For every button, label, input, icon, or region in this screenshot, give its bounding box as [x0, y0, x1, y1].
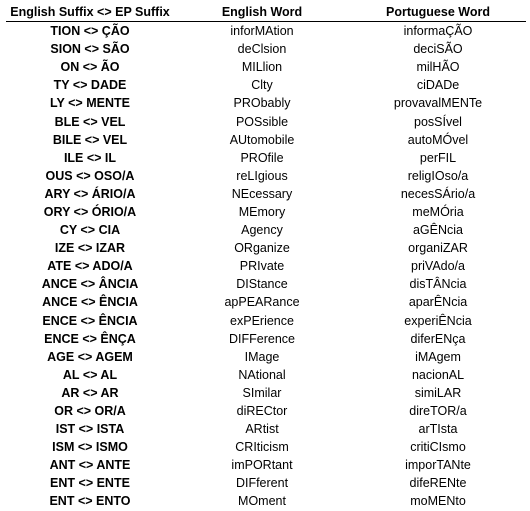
table-row	[6, 40, 526, 58]
english-word-cell: ARtist	[245, 422, 279, 437]
suffix-pair-cell: ATE <> ADO/A	[47, 259, 133, 274]
english-word-cell: POSsible	[235, 114, 289, 129]
suffix-pair-cell: ARY <> ÁRIO/A	[44, 186, 136, 201]
suffix-pair-cell: IST <> ISTA	[55, 422, 125, 437]
table-row	[6, 58, 526, 76]
suffix-pair-cell: TION <> ÇÃO	[50, 24, 130, 39]
portuguese-word-cell: organiZAR	[408, 241, 468, 256]
portuguese-word-cell: autoMÓvel	[407, 132, 469, 147]
suffix-pair-cell: BLE <> VEL	[54, 114, 126, 129]
english-word-cell: apPEARance	[224, 295, 300, 310]
portuguese-word-cell: moMENto	[410, 494, 466, 509]
suffix-pair-cell: ENT <> ENTO	[49, 494, 131, 509]
header-row	[6, 2, 526, 22]
portuguese-word-cell: ciDADe	[416, 78, 460, 93]
english-word-cell: ORganize	[234, 241, 290, 256]
table-row	[6, 330, 526, 348]
table-row	[6, 167, 526, 185]
table-row	[6, 474, 526, 492]
suffix-pair-cell: AL <> AL	[62, 367, 118, 382]
table-row	[6, 275, 526, 293]
english-word-cell: Agency	[241, 223, 283, 238]
portuguese-word-cell: simiLAR	[414, 385, 462, 400]
portuguese-word-cell: religIOso/a	[407, 168, 469, 183]
suffix-table	[6, 2, 526, 511]
portuguese-word-cell: critiCIsmo	[410, 440, 466, 455]
english-word-cell: AUtomobile	[229, 132, 295, 147]
table-row	[6, 94, 526, 112]
english-word-cell: reLIgious	[236, 168, 288, 183]
table-row	[6, 293, 526, 311]
suffix-pair-cell: ENT <> ENTE	[50, 476, 130, 491]
table-row	[6, 76, 526, 94]
portuguese-word-cell: difeRENte	[409, 476, 467, 491]
english-word-cell: Clty	[251, 78, 273, 93]
portuguese-word-cell: provavalMENTe	[393, 96, 483, 111]
suffix-pair-cell: OR <> OR/A	[54, 404, 126, 419]
suffix-pair-cell: ANT <> ANTE	[49, 458, 131, 473]
table-row	[6, 112, 526, 130]
portuguese-word-cell: meMÓria	[412, 204, 464, 219]
suffix-pair-cell: CY <> CIA	[59, 223, 121, 238]
suffix-pair-cell: ENCE <> ÊNCIA	[42, 313, 138, 328]
portuguese-word-cell: priVAdo/a	[411, 259, 465, 274]
portuguese-word-cell: milHÃO	[416, 60, 460, 75]
suffix-pair-cell: ISM <> ISMO	[52, 440, 128, 455]
portuguese-word-cell: direTOR/a	[409, 404, 467, 419]
portuguese-word-cell: imporTANte	[405, 458, 471, 473]
english-word-cell: deClsion	[237, 42, 287, 57]
portuguese-word-cell: necesSÁrio/a	[400, 186, 476, 201]
table-row	[6, 438, 526, 456]
header-english-word: English Word	[174, 2, 350, 22]
table-row	[6, 221, 526, 239]
english-word-cell: NAtional	[238, 367, 286, 382]
table-row	[6, 131, 526, 149]
english-word-cell: MILlion	[241, 60, 283, 75]
suffix-pair-cell: ENCE <> ÊNÇA	[44, 331, 136, 346]
table-row	[6, 420, 526, 438]
english-word-cell: CRIticism	[235, 440, 289, 455]
portuguese-word-cell: informaÇÃO	[403, 24, 473, 39]
portuguese-word-cell: disTÂNcia	[409, 277, 467, 292]
table-row	[6, 456, 526, 474]
suffix-pair-cell: ILE <> IL	[63, 150, 117, 165]
suffix-table-container	[6, 2, 526, 511]
table-row	[6, 384, 526, 402]
portuguese-word-cell: arTIsta	[418, 422, 458, 437]
suffix-pair-cell: IZE <> IZAR	[54, 241, 126, 256]
english-word-cell: NEcessary	[231, 186, 293, 201]
table-row	[6, 492, 526, 510]
portuguese-word-cell: perFIL	[419, 150, 457, 165]
portuguese-word-cell: aparÊNcia	[408, 295, 468, 310]
suffix-pair-cell: AR <> AR	[61, 385, 119, 400]
english-word-cell: diRECtor	[236, 404, 288, 419]
table-row	[6, 203, 526, 221]
header-english-suffix: English Suffix <> EP Suffix	[6, 2, 174, 22]
suffix-pair-cell: ANCE <> ÂNCIA	[41, 277, 139, 292]
english-word-cell: PRObably	[233, 96, 291, 111]
table-row	[6, 185, 526, 203]
suffix-pair-cell: LY <> MENTE	[50, 96, 130, 111]
portuguese-word-cell: deciSÃO	[413, 42, 463, 57]
english-word-cell: DIFferent	[235, 476, 289, 491]
portuguese-word-cell: experiÊNcia	[404, 313, 472, 328]
header-portuguese-word: Portuguese Word	[350, 2, 526, 22]
english-word-cell: DIStance	[236, 277, 288, 292]
english-word-cell: SImilar	[242, 385, 282, 400]
table-row	[6, 366, 526, 384]
english-word-cell: IMage	[244, 349, 280, 364]
table-row	[6, 239, 526, 257]
english-word-cell: inforMAtion	[230, 24, 294, 39]
table-row	[6, 348, 526, 366]
suffix-pair-cell: TY <> DADE	[53, 78, 127, 93]
english-word-cell: MEmory	[238, 204, 286, 219]
suffix-pair-cell: BILE <> VEL	[52, 132, 128, 147]
table-row	[6, 312, 526, 330]
suffix-pair-cell: SION <> SÃO	[50, 42, 130, 57]
suffix-pair-cell: ANCE <> ÊNCIA	[42, 295, 138, 310]
english-word-cell: DIFFerence	[229, 331, 295, 346]
table-row	[6, 402, 526, 420]
english-word-cell: PROfile	[240, 150, 284, 165]
portuguese-word-cell: nacionAL	[411, 367, 465, 382]
table-body	[6, 22, 526, 511]
table-row	[6, 257, 526, 275]
suffix-pair-cell: ON <> ÃO	[60, 60, 120, 75]
suffix-pair-cell: ORY <> ÓRIO/A	[43, 204, 137, 219]
portuguese-word-cell: posSÍvel	[414, 114, 462, 129]
table-row	[6, 22, 526, 41]
portuguese-word-cell: aGÊNcia	[412, 223, 464, 238]
suffix-pair-cell: OUS <> OSO/A	[45, 168, 135, 183]
portuguese-word-cell: diferENça	[410, 331, 466, 346]
english-word-cell: MOment	[238, 494, 286, 509]
english-word-cell: exPErience	[230, 313, 294, 328]
table-row	[6, 149, 526, 167]
portuguese-word-cell: iMAgem	[415, 349, 461, 364]
english-word-cell: imPORtant	[231, 458, 293, 473]
english-word-cell: PRIvate	[239, 259, 285, 274]
suffix-pair-cell: AGE <> AGEM	[47, 349, 133, 364]
